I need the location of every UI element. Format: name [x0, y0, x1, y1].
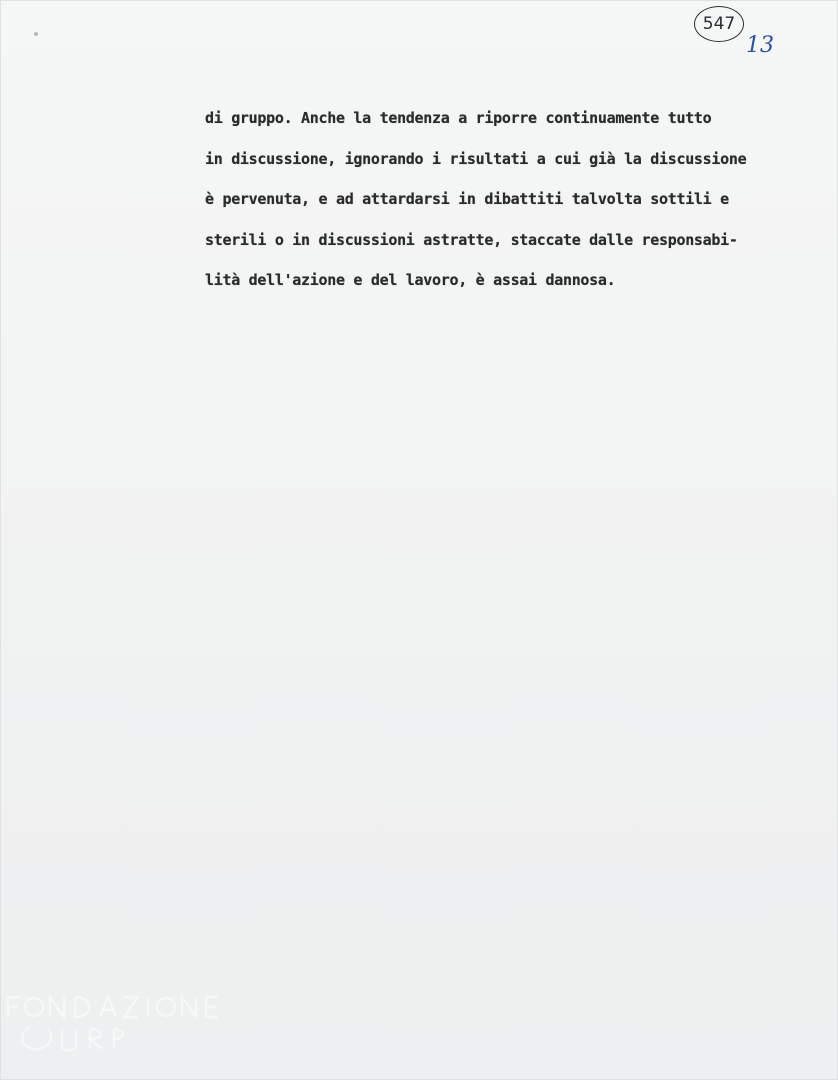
text-line: di gruppo. Anche la tendenza a riporre continuamente tutto	[205, 109, 712, 127]
page-number-marks	[690, 0, 800, 80]
text-line: è pervenuta, e ad attardarsi in dibattiti talvolta sottili e	[205, 190, 729, 208]
handwritten-page-number: 13	[746, 33, 774, 58]
text-line: lità dell'azione e del lavoro, è assai dannosa.	[205, 271, 616, 289]
text-line: in discussione, ignorando i risultati a cui già la discussione	[205, 149, 747, 168]
text-line: sterili o in discussioni astratte, staccate dalle responsabi-	[205, 230, 738, 249]
typed-paragraph	[205, 104, 825, 307]
dust-mark	[34, 32, 38, 36]
stamped-page-number: 547	[702, 14, 736, 34]
foundation-watermark-logo	[0, 985, 220, 1055]
